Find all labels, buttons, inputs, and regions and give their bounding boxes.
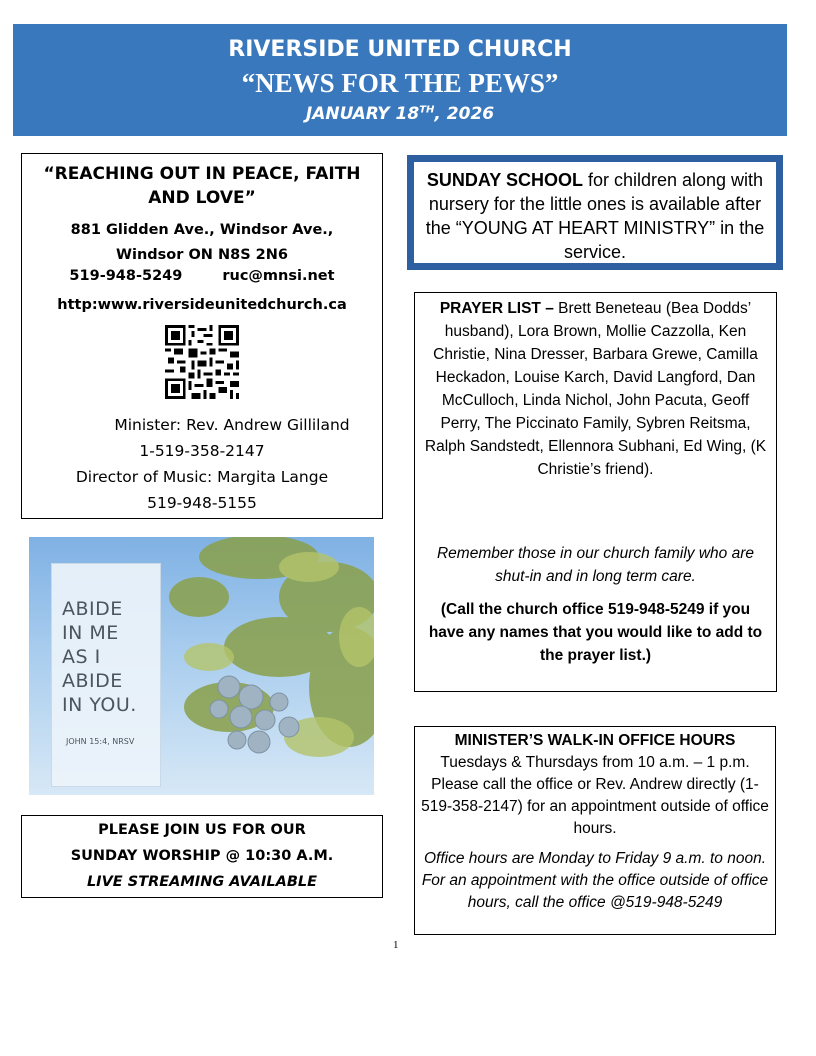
prayer-names: PRAYER LIST – Brett Beneteau (Bea Dodds’ husband), Lora Brown, Mollie Cazzolla, Ken Christie, Nina Dresser, Barbara Grewe, Camilla Heckadon, Louise Karch, David Langford, Dan McCulloch, Linda Nichol, John Pacuta, Geoff Perry, The Piccinato Family, Sybren Reitsma, Ralph Sandstedt, Ellennora Subhani, Ed Wing, (K Christie’s friend). bbox=[424, 300, 767, 478]
scripture-image bbox=[29, 537, 374, 795]
church-name: RIVERSIDE UNITED CHURCH bbox=[228, 37, 572, 62]
church-phone: 519-948-5249 bbox=[69, 268, 183, 284]
newsletter-banner bbox=[13, 24, 787, 136]
verse-card bbox=[51, 563, 161, 787]
music-director-phone: 519-948-5155 bbox=[147, 494, 257, 512]
sunday-school-text: SUNDAY SCHOOL for children along with nursery for the little ones is available after the “YOUNG AT HEART MINISTRY” in the service. bbox=[414, 162, 776, 263]
worship-box bbox=[21, 815, 383, 898]
office-hours-body: Tuesdays & Thursdays from 10 a.m. – 1 p.m. Please call the office or Rev. Andrew directly (1-519-358-2147) for an appointment outside of office hours. bbox=[421, 754, 769, 837]
newsletter-title: “NEWS FOR THE PEWS” bbox=[241, 68, 559, 98]
newsletter-date: JANUARY 18TH, 2026 bbox=[305, 104, 495, 124]
verse-text: ABIDE IN ME AS I ABIDE IN YOU. bbox=[62, 598, 137, 716]
worship-line2: SUNDAY WORSHIP @ 10:30 A.M. bbox=[70, 848, 334, 864]
qr-code-icon bbox=[165, 325, 239, 399]
page-number: 1 bbox=[393, 939, 399, 951]
church-info-box bbox=[21, 153, 383, 519]
church-website[interactable]: http:www.riversideunitedchurch.ca bbox=[57, 297, 347, 313]
minister-phone: 1-519-358-2147 bbox=[139, 442, 265, 460]
sunday-school-box bbox=[407, 155, 783, 270]
worship-line3: LIVE STREAMING AVAILABLE bbox=[86, 874, 318, 890]
verse-reference: JOHN 15:4, NRSV bbox=[66, 737, 135, 746]
music-director: Director of Music: Margita Lange bbox=[75, 468, 329, 486]
prayer-call-note: (Call the church office 519-948-5249 if you have any names that you would like to add to the prayer list.) bbox=[428, 601, 763, 664]
office-hours-note: Office hours are Monday to Friday 9 a.m. to noon. For an appointment with the office outside of office hours, call the office @519-948-5249 bbox=[421, 850, 769, 911]
contact-line bbox=[22, 268, 382, 284]
worship-line1: PLEASE JOIN US FOR OUR bbox=[98, 822, 306, 838]
church-address: 881 Glidden Ave., Windsor Ave., Windsor ON N8S 2N6 bbox=[70, 222, 334, 263]
minister-name: Minister: Rev. Andrew Gilliland bbox=[114, 416, 350, 434]
office-hours-box bbox=[414, 726, 776, 935]
prayer-remember: Remember those in our church family who are shut-in and in long term care. bbox=[436, 545, 755, 585]
office-hours-heading: MINISTER’S WALK-IN OFFICE HOURS bbox=[454, 732, 736, 749]
church-email[interactable]: ruc@mnsi.net bbox=[222, 268, 335, 284]
church-motto: “REACHING OUT IN PEACE, FAITH AND LOVE” bbox=[43, 164, 361, 208]
prayer-list-box bbox=[414, 292, 777, 692]
